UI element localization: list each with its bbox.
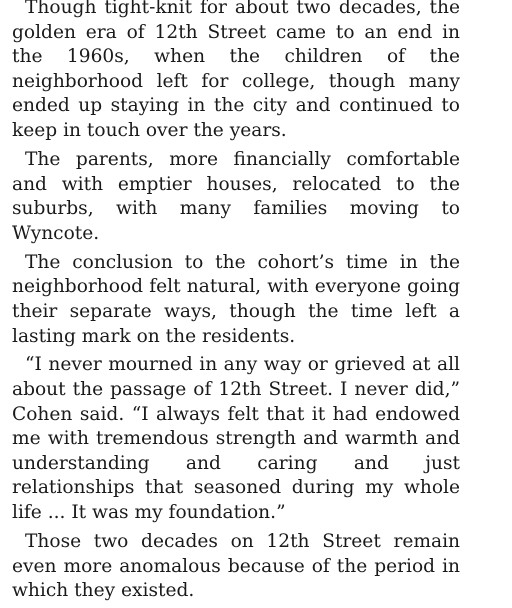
paragraph-golden-era: Though tight-knit for about two decades, the golden era of 12th Street came to an end in the 1960s, when the children of the neighborhood left for college, though many ended up staying in the city and continued to keep in touch over the years. bbox=[12, 0, 460, 141]
paragraph-cohort-conclusion: The conclusion to the cohort’s time in the neighborhood felt natural, with everyone going their separate ways, though the time left a lasting mark on the residents. bbox=[12, 251, 460, 347]
article-body bbox=[12, 0, 460, 608]
paragraph-two-decades: Those two decades on 12th Street remain even more anomalous because of the period in which they existed. bbox=[12, 531, 460, 602]
paragraph-cohen-quote: “I never mourned in any way or grieved at all about the passage of 12th Street. I never did,” Cohen said. “I always felt that it had endowed me with tremendous strength and warmth and understanding and caring and just relationships that seasoned during my whole life ... It was my foundation.” bbox=[12, 354, 460, 524]
paragraph-parents-relocated: The parents, more financially comfortable and with emptier houses, relocated to the suburbs, with many families moving to Wyncote. bbox=[12, 148, 460, 244]
